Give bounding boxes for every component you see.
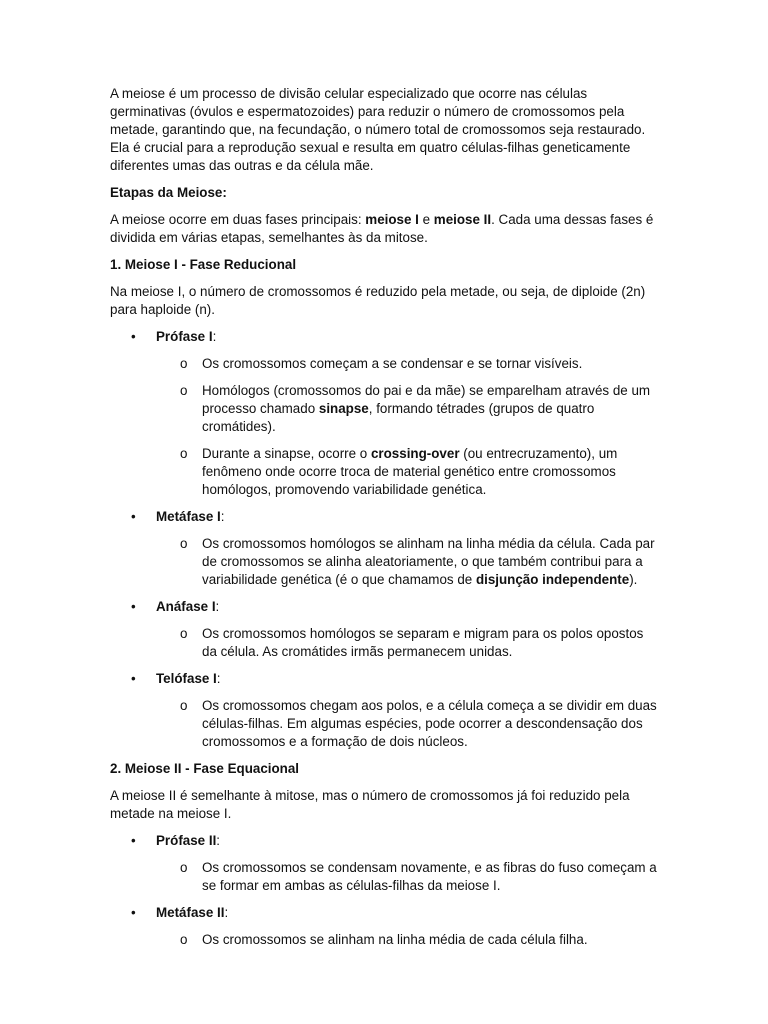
overview-text-1: A meiose ocorre em duas fases principais: (110, 212, 366, 227)
sub-item-text: Os cromossomos se alinham na linha média de cada célula filha. (202, 932, 588, 947)
sub-item (156, 697, 658, 751)
sub-item (156, 445, 658, 499)
bullet-icon: • (131, 329, 136, 344)
phase-label: Prófase I (156, 329, 213, 344)
meiose-2-heading: 2. Meiose II - Fase Equacional (110, 761, 300, 776)
sub-item-text: Os cromossomos homólogos se alinham na linha média da célula. Cada par de cromossomos se alinha aleatoriamente, o que também contribui para a variabilidade genética (é o que chamamos de (202, 536, 655, 587)
meiose-1-heading: 1. Meiose I - Fase Reducional (110, 257, 297, 272)
telofase-1-sublist (156, 697, 658, 751)
phase-label: Metáfase I (156, 509, 221, 524)
bullet-icon: • (131, 905, 136, 920)
sub-item (156, 625, 658, 661)
phase-item-profase-1 (110, 328, 658, 499)
metafase-1-sublist (156, 535, 658, 589)
bullet-icon: • (131, 833, 136, 848)
phase-label: Metáfase II (156, 905, 225, 920)
circle-bullet-icon: o (180, 383, 188, 398)
phase-colon: : (215, 599, 220, 614)
phase-colon: : (216, 833, 221, 848)
circle-bullet-icon: o (180, 698, 188, 713)
sub-item (156, 382, 658, 436)
overview-text-2: e (418, 212, 434, 227)
meiose-1-intro: Na meiose I, o número de cromossomos é reduzido pela metade, ou seja, de diploide (2n) para haploide (n). (110, 284, 646, 317)
phase-item-anafase-1 (110, 598, 658, 661)
sub-item-text: Os cromossomos se condensam novamente, e as fibras do fuso começam a se formar em ambas as células-filhas da meiose I. (202, 860, 657, 893)
term-sinapse: sinapse (318, 401, 369, 416)
sub-item (156, 535, 658, 589)
bullet-icon: • (131, 671, 136, 686)
overview-paragraph (110, 211, 658, 247)
sub-item-text: Os cromossomos homólogos se separam e migram para os polos opostos da célula. As cromátides irmãs permanecem unidas. (202, 626, 644, 659)
sub-item (156, 859, 658, 895)
phase-item-profase-2 (110, 832, 658, 895)
meiose-1-phase-list (110, 328, 658, 751)
sub-item (156, 355, 658, 373)
profase-1-sublist (156, 355, 658, 499)
term-crossing-over: crossing-over (370, 446, 460, 461)
phase-colon: : (216, 671, 221, 686)
overview-text-3: . Cada uma dessas fases é dividida em várias etapas, semelhantes às da mitose. (110, 212, 654, 245)
phase-colon: : (212, 329, 217, 344)
phase-label: Telófase I (156, 671, 217, 686)
sub-item-text: , formando tétrades (grupos de quatro cromátides). (202, 401, 595, 434)
phase-item-metafase-1 (110, 508, 658, 589)
meiose-2-intro: A meiose II é semelhante à mitose, mas o número de cromossomos já foi reduzido pela metade na meiose I. (110, 788, 630, 821)
sub-item-text: Homólogos (cromossomos do pai e da mãe) se emparelham através de um processo chamado (202, 383, 651, 416)
intro-paragraph: A meiose é um processo de divisão celular especializado que ocorre nas células germinativas (óvulos e espermatozoides) para reduzir o número de cromossomos pela metade, garantindo que, na fecundação, o número total de cromossomos seja restaurado. Ela é crucial para a reprodução sexual e resulta em quatro células-filhas geneticamente diferentes umas das outras e da célula mãe. (110, 86, 646, 173)
overview-bold-meiose-1: meiose I (365, 212, 419, 227)
sub-item-text: Os cromossomos chegam aos polos, e a célula começa a se dividir em duas células-filhas. Em algumas espécies, pode ocorrer a descondensação dos cromossomos e a formação de dois núcleos. (202, 698, 657, 749)
sub-item (156, 931, 658, 949)
circle-bullet-icon: o (180, 356, 188, 371)
circle-bullet-icon: o (180, 536, 188, 551)
sub-item-text: Os cromossomos começam a se condensar e se tornar visíveis. (202, 356, 583, 371)
circle-bullet-icon: o (180, 446, 188, 461)
bullet-icon: • (131, 509, 136, 524)
phase-colon: : (220, 509, 225, 524)
phase-item-telofase-1 (110, 670, 658, 751)
sub-item-text: ). (629, 572, 638, 587)
circle-bullet-icon: o (180, 626, 188, 641)
circle-bullet-icon: o (180, 860, 188, 875)
sub-item-text: (ou entrecruzamento), um fenômeno onde ocorre troca de material genético entre cromossomos homólogos, promovendo variabilidade genética. (202, 446, 618, 497)
phase-item-metafase-2 (110, 904, 658, 949)
phase-colon: : (224, 905, 229, 920)
phase-label: Anáfase I (156, 599, 216, 614)
sub-item-text: Durante a sinapse, ocorre o (202, 446, 371, 461)
term-disjuncao-independente: disjunção independente (475, 572, 630, 587)
document-body (110, 85, 658, 958)
bullet-icon: • (131, 599, 136, 614)
meiose-2-phase-list (110, 832, 658, 949)
phase-label: Prófase II (156, 833, 217, 848)
metafase-2-sublist (156, 931, 658, 949)
anafase-1-sublist (156, 625, 658, 661)
overview-bold-meiose-2: meiose II (433, 212, 492, 227)
circle-bullet-icon: o (180, 932, 188, 947)
profase-2-sublist (156, 859, 658, 895)
etapas-heading: Etapas da Meiose: (110, 185, 227, 200)
